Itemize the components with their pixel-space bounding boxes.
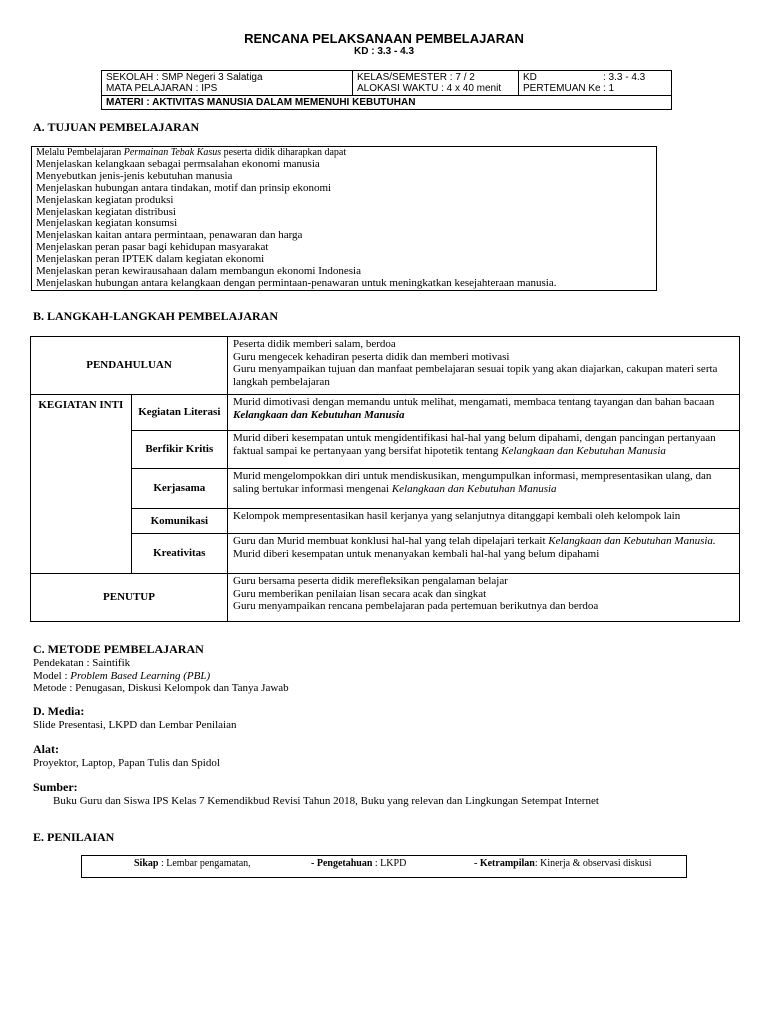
kegiatan-inti-label: KEGIATAN INTI: [31, 395, 132, 574]
objectives-box: [31, 146, 657, 291]
kerjasama-content: [228, 469, 740, 509]
objective-item: Menjelaskan peran IPTEK dalam kegiatan ekonomi: [36, 253, 265, 266]
learning-steps-table: [30, 336, 740, 622]
pendekatan-text: Pendekatan : Saintifik: [33, 657, 131, 669]
kreativitas-content: [228, 534, 740, 574]
model-label: Model :: [33, 669, 71, 682]
objective-item: Menjelaskan kaitan antara permintaan, penawaran dan harga: [36, 229, 303, 242]
literasi-topic: Kelangkaan dan Kebutuhan Manusia: [233, 408, 405, 421]
meeting-value: : 1: [603, 83, 615, 94]
kritis-content: [228, 431, 740, 469]
section-b-heading: B. LANGKAH-LANGKAH PEMBELAJARAN: [33, 309, 279, 323]
kritis-text: Murid diberi kesempatan untuk mengidentifikasi hal-hal yang belum dipahami, dengan pancingan pertanyaan faktual sampai ke pertanyaan yang bersifat hipotetik tentang: [233, 432, 716, 457]
literasi-text: Murid dimotivasi dengan memandu untuk melihat, mengamati, membaca tentang tayangan dan bahan bacaan: [233, 396, 715, 408]
objective-item: Menjelaskan peran pasar bagi kehidupan masyarakat: [36, 241, 269, 254]
keterampilan-text: : Kinerja & observasi diskusi: [534, 858, 652, 869]
komunikasi-content: Kelompok mempresentasikan hasil kerjanya yang selanjutnya ditanggapi kembali oleh kelompok lain: [228, 509, 740, 534]
section-c: [33, 642, 289, 695]
kd-subtitle: KD : 3.3 - 4.3: [353, 46, 415, 57]
penutup-line: Guru menyampaikan rencana pembelajaran pada pertemuan berikutnya dan berdoa: [233, 600, 599, 612]
objective-item: Menjelaskan kegiatan konsumsi: [36, 217, 178, 230]
penutup-label: PENUTUP: [31, 574, 228, 622]
section-c-heading: C. METODE PEMBELAJARAN: [33, 642, 204, 656]
document-title: RENCANA PELAKSANAAN PEMBELAJARAN: [244, 31, 524, 46]
materi-cell: MATERI : AKTIVITAS MANUSIA DALAM MEMENUHI KEBUTUHAN: [102, 96, 672, 110]
kd-cell: [519, 71, 672, 96]
intro-method: Permainan Tebak Kasus: [123, 147, 222, 158]
literasi-content: [228, 395, 740, 431]
objective-item: Menjelaskan kegiatan distribusi: [36, 205, 176, 218]
kreativitas-label: Kreativitas: [131, 534, 227, 574]
alat-text: Proyektor, Laptop, Papan Tulis dan Spidol: [33, 757, 220, 769]
sumber-heading: Sumber:: [33, 780, 78, 794]
section-d-heading: D. Media:: [33, 704, 85, 718]
pendahuluan-content: [228, 337, 740, 395]
school-cell: [102, 71, 353, 96]
objective-item: Menjelaskan peran kewirausahaan dalam membangun ekonomi Indonesia: [36, 265, 361, 278]
literasi-label: Kegiatan Literasi: [131, 395, 227, 431]
assessment-box: [81, 855, 687, 878]
pendahuluan-line: Guru menyampaikan tujuan dan manfaat pembelajaran sesuai topik yang akan diajarkan, cakupan materi serta langkah pembelajaran: [233, 363, 718, 388]
metode-text: Metode : Penugasan, Diskusi Kelompok dan Tanya Jawab: [33, 682, 289, 694]
kreativitas-line: Murid diberi kesempatan untuk menanyakan kembali hal-hal yang belum dipahami: [233, 547, 600, 560]
sikap-text: : Lembar pengamatan,: [158, 858, 251, 869]
model-line: [33, 670, 289, 683]
section-e-heading: E. PENILAIAN: [33, 830, 115, 844]
keterampilan-label: - Ketrampilan: [474, 858, 535, 869]
kritis-label: Berfikir Kritis: [131, 431, 227, 469]
objective-item: Menyebutkan jenis-jenis kebutuhan manusia: [36, 169, 233, 182]
class-semester-text: KELAS/SEMESTER : 7 / 2: [357, 72, 475, 83]
kerjasama-label: Kerjasama: [131, 469, 227, 509]
model-name: Problem Based Learning (PBL): [70, 669, 211, 682]
objective-item: Menjelaskan kelangkaan sebagai permsalahan ekonomi manusia: [36, 157, 320, 170]
kreativitas-text: Guru dan Murid membuat konklusi hal-hal yang telah dipelajari terkait: [233, 535, 549, 547]
media-text: Slide Presentasi, LKPD dan Lembar Penilaian: [33, 719, 237, 731]
penutup-line: Guru bersama peserta didik merefleksikan pengalaman belajar: [233, 575, 508, 587]
school-text: SEKOLAH : SMP Negeri 3 Salatiga: [106, 72, 263, 83]
kd-label: KD: [523, 72, 537, 83]
pendahuluan-line: Peserta didik memberi salam, berdoa: [233, 338, 396, 350]
class-cell: [353, 71, 519, 96]
kd-value: : 3.3 - 4.3: [603, 72, 646, 83]
kerjasama-text: Murid mengelompokkan diri untuk mendiskusikan, mengumpulkan informasi, mempresentasikan ulang, dan saling bertukar informasi mengenai: [233, 470, 712, 495]
section-a-heading: A. TUJUAN PEMBELAJARAN: [33, 120, 200, 134]
pendahuluan-line: Guru mengecek kehadiran peserta didik dan memberi motivasi: [233, 350, 510, 363]
sumber-text: Buku Guru dan Siswa IPS Kelas 7 Kemendikbud Revisi Tahun 2018, Buku yang relevan dan Lingkungan Setempat Internet: [53, 795, 599, 807]
kerjasama-topic: Kelangkaan dan Kebutuhan Manusia: [391, 482, 557, 495]
penutup-content: [228, 574, 740, 622]
pengetahuan-item: [311, 858, 406, 869]
objective-item: Menjelaskan hubungan antara tindakan, motif dan prinsip ekonomi: [36, 181, 332, 194]
section-d: [33, 704, 236, 732]
sikap-label: Sikap: [134, 858, 159, 869]
sikap-item: [134, 858, 251, 869]
objective-item: Menjelaskan kegiatan produksi: [36, 193, 174, 206]
keterampilan-item: [474, 858, 651, 869]
intro-text-end: peserta didik diharapkan dapat: [221, 147, 347, 158]
pengetahuan-label: - Pengetahuan: [311, 858, 373, 869]
intro-text: Melalu Pembelajaran: [36, 147, 124, 158]
pengetahuan-text: : LKPD: [372, 858, 407, 869]
meeting-label: PERTEMUAN Ke: [523, 83, 601, 94]
kreativitas-topic: Kelangkaan dan Kebutuhan Manusia.: [548, 535, 716, 547]
time-allocation-text: ALOKASI WAKTU : 4 x 40 menit: [357, 83, 502, 94]
subject-text: MATA PELAJARAN : IPS: [106, 83, 218, 94]
penutup-line: Guru memberikan penilaian lisan secara acak dan singkat: [233, 587, 487, 600]
komunikasi-label: Komunikasi: [131, 509, 227, 534]
kritis-topic: Kelangkaan dan Kebutuhan Manusia: [501, 444, 666, 457]
alat-heading: Alat:: [33, 742, 59, 756]
alat-block: [33, 742, 220, 770]
pendahuluan-label: PENDAHULUAN: [31, 337, 228, 395]
header-info-table: [101, 70, 672, 110]
sumber-block: [33, 780, 693, 808]
objective-item: Menjelaskan hubungan antara kelangkaan dengan permintaan-penawaran untuk meningkatkan kesejahteraan manusia.: [36, 276, 557, 289]
